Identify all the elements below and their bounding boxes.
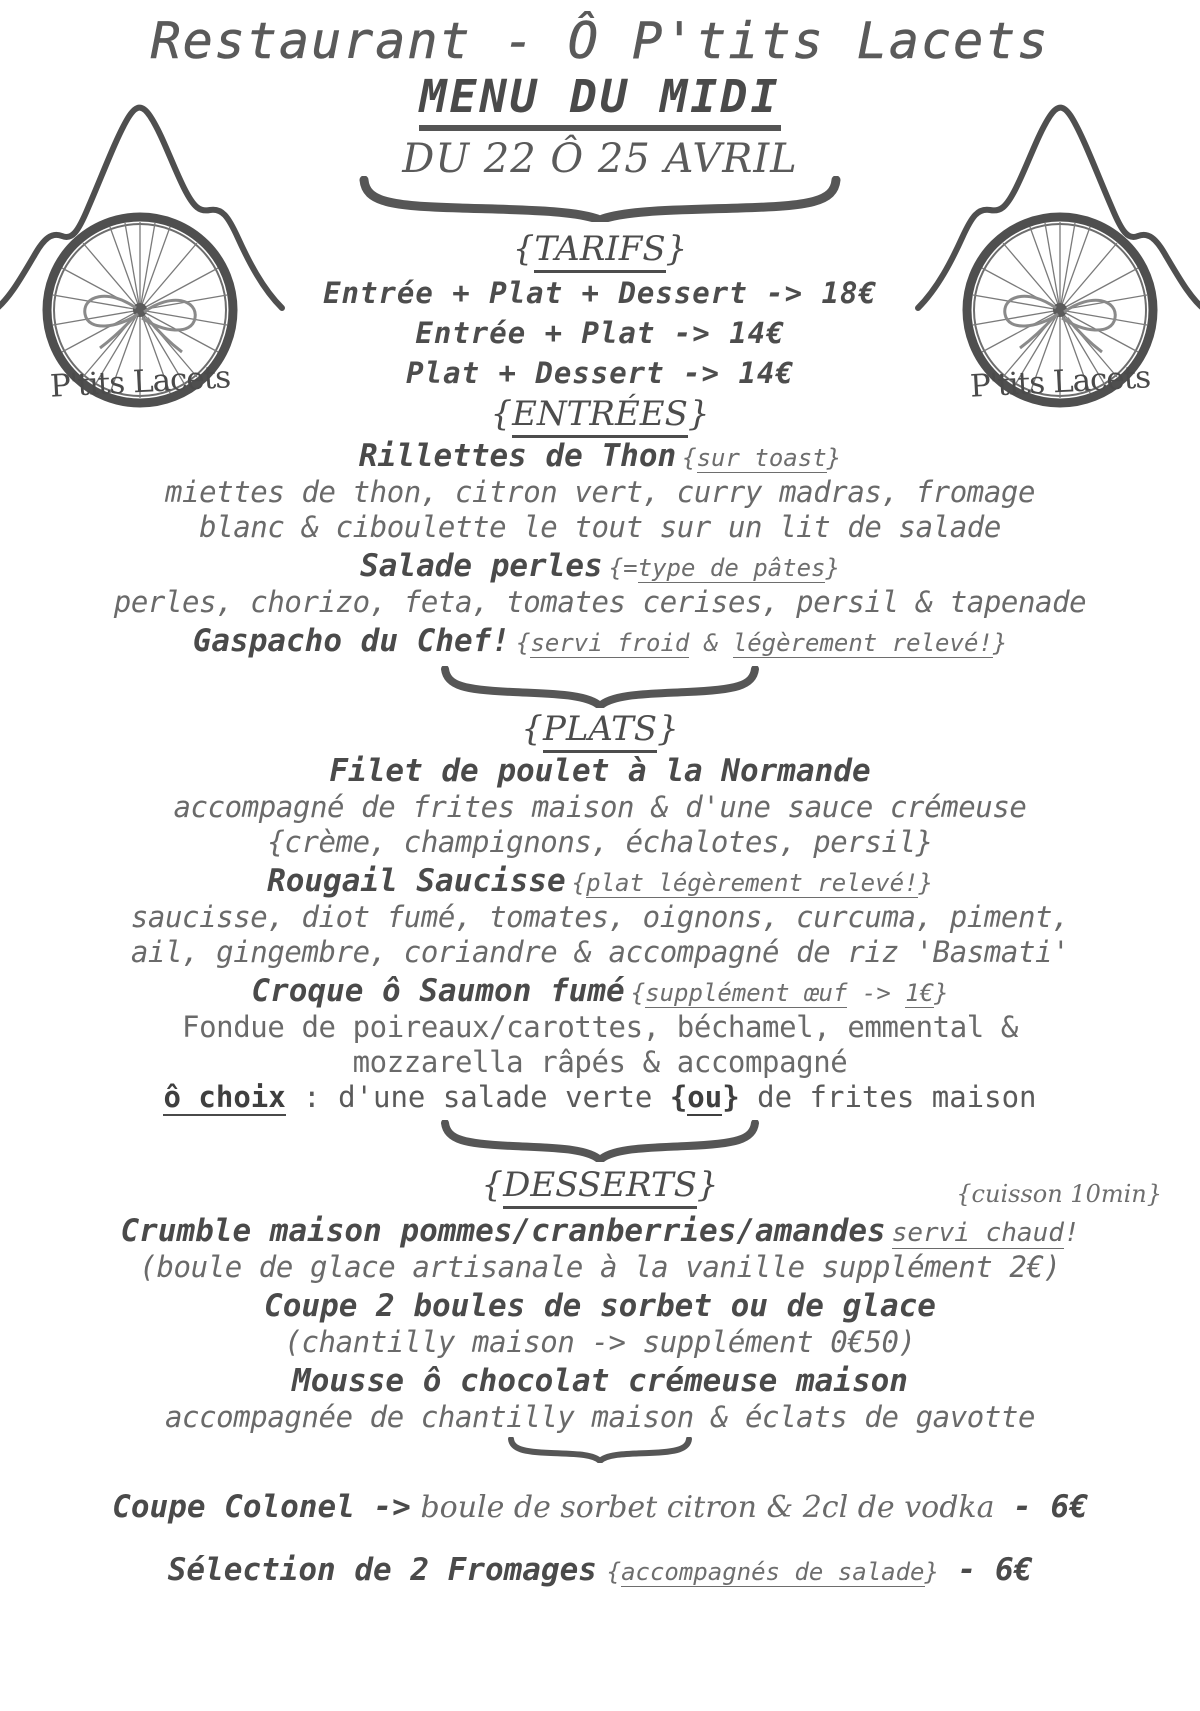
dish-title-row [0, 438, 1200, 475]
dish-name: Salade perles [360, 548, 603, 585]
menu-dates: DU 22 Ô 25 AVRIL [402, 135, 798, 182]
tarif-line: Plat + Dessert -> 14€ [406, 356, 794, 391]
brace-close: } [687, 394, 710, 435]
note-brace-close: } [826, 444, 842, 473]
footer-item [0, 1552, 1200, 1589]
tarif-line: Entrée + Plat + Dessert -> 18€ [323, 276, 877, 311]
dish-title-row [0, 753, 1200, 790]
dish-title-row [0, 863, 1200, 900]
dish-name: Gaspacho du Chef! [192, 623, 510, 659]
brace-close: } [696, 1165, 719, 1206]
note-brace-close: } [825, 554, 840, 583]
note-brace-close: } [934, 978, 949, 1007]
dish-note [516, 629, 1007, 657]
footer-item-separator: - [938, 1551, 995, 1588]
dish-note [631, 979, 949, 1007]
brace-open: { [481, 1165, 504, 1206]
or-brace-close: } [722, 1079, 740, 1114]
note-brace-open: { [571, 869, 587, 898]
decorative-brace-icon [350, 176, 850, 222]
footer-item-price: 6€ [1050, 1488, 1088, 1525]
menu-title: MENU DU MIDI [419, 71, 780, 131]
dish-description: {crème, champignons, échalotes, persil} [267, 825, 933, 860]
note-text: servi chaud [891, 1218, 1064, 1249]
note-brace-close: } [992, 629, 1008, 657]
brace-open: { [490, 394, 513, 435]
dish-name: Croque ô Saumon fumé [251, 972, 625, 1009]
dish-note [572, 869, 933, 897]
dish-note [682, 444, 841, 472]
dish-description: (boule de glace artisanale à la vanille supplément 2€) [139, 1250, 1061, 1284]
cuisson-note: {cuisson 10min} [956, 1180, 1162, 1209]
or-text: ou [687, 1079, 723, 1114]
menu-header [0, 14, 1200, 181]
brace-close: } [657, 709, 679, 750]
dish-name: Coupe 2 boules de sorbet ou de glace [264, 1287, 936, 1324]
footer-item-desc: boule de sorbet citron & 2cl de vodka [420, 1489, 995, 1525]
dish-name: Mousse ô chocolat crémeuse maison [292, 1362, 908, 1399]
note-brace-open: { [515, 629, 531, 657]
note-text: type de pâtes [637, 554, 826, 583]
logo-caption-left: P'tits Lacets [49, 359, 231, 405]
dish-description: blanc & ciboulette le tout sur un lit de salade [199, 510, 1001, 545]
note-mid: -> [847, 978, 906, 1007]
note-brace-close: } [918, 869, 933, 898]
choice-label: ô choix [163, 1079, 286, 1114]
menu-body [0, 228, 1200, 1589]
section-heading-entrees [0, 395, 1200, 434]
note-mid: & [689, 629, 733, 657]
note-text: sur toast [696, 444, 827, 473]
note-brace-open: { [606, 1557, 622, 1586]
section-title-plats: PLATS [543, 709, 657, 753]
dish-description: perles, chorizo, feta, tomates cerises, persil & tapenade [113, 585, 1087, 620]
dish-title-row [0, 548, 1200, 585]
dish-name: Rillettes de Thon [358, 438, 677, 475]
section-title-tarifs: TARIFS [534, 229, 665, 273]
note-suffix: ! [1063, 1218, 1080, 1249]
brace-open: { [521, 709, 543, 750]
brace-open: { [512, 229, 535, 269]
note-text-b: 1€ [905, 978, 935, 1007]
note-text-b: légèrement relevé! [732, 629, 993, 657]
decorative-brace-icon [505, 1437, 695, 1463]
choice-colon: : [285, 1079, 339, 1114]
dish-title-row [0, 623, 1200, 660]
note-text: plat légèrement relevé! [586, 869, 919, 898]
dish-note [892, 1218, 1080, 1248]
or-brace-open: { [669, 1079, 688, 1114]
dish-title-row [0, 1363, 1200, 1400]
logo-caption-right: P'tits Lacets [969, 359, 1151, 405]
dish-title-row [0, 1288, 1200, 1325]
section-heading-plats [0, 710, 1200, 749]
note-brace-open: { [608, 554, 624, 583]
decorative-brace-icon [435, 666, 765, 708]
dish-description: miettes de thon, citron vert, curry madras, fromage [164, 475, 1036, 510]
footer-item [0, 1489, 1200, 1526]
note-brace-close: } [924, 1557, 939, 1586]
desserts-heading-row [0, 1164, 1200, 1210]
choice-option-b: de frites maison [739, 1079, 1037, 1114]
dish-title-row [0, 973, 1200, 1010]
note-brace-open: { [682, 444, 697, 473]
dish-note [609, 554, 840, 582]
footer-item-separator: - [994, 1488, 1051, 1525]
dish-description: accompagnée de chantilly maison & éclats de gavotte [164, 1399, 1036, 1434]
tarif-line: Entrée + Plat -> 14€ [415, 316, 785, 351]
note-text-a: servi froid [530, 629, 690, 657]
dish-description: mozzarella râpés & accompagné [352, 1044, 848, 1079]
dish-choice-row [0, 1080, 1200, 1115]
footer-item-name: Sélection de 2 Fromages [167, 1551, 597, 1588]
dish-name: Filet de poulet à la Normande [329, 753, 871, 790]
dish-description: (chantilly maison -> supplément 0€50) [284, 1324, 916, 1359]
note-text: accompagnés de salade [621, 1557, 925, 1586]
footer-item-price: 6€ [994, 1551, 1033, 1588]
note-prefix: = [623, 554, 638, 583]
section-heading-tarifs [0, 230, 1200, 269]
note-brace-open: { [630, 978, 646, 1007]
brace-close: } [665, 229, 688, 269]
decorative-brace-icon [435, 1120, 765, 1162]
footer-item-name: Coupe Colonel -> [112, 1488, 411, 1525]
dish-name: Crumble maison pommes/cranberries/amandes [120, 1213, 886, 1250]
section-title-desserts: DESSERTS [503, 1165, 697, 1209]
choice-or [670, 1080, 740, 1116]
section-title-entrees: ENTRÉES [512, 394, 688, 438]
dish-description: ail, gingembre, coriandre & accompagné de riz 'Basmati' [130, 935, 1070, 970]
dish-description: saucisse, diot fumé, tomates, oignons, curcuma, piment, [130, 900, 1070, 935]
dish-name: Rougail Saucisse [267, 863, 566, 900]
choice-option-a: d'une salade verte [338, 1079, 670, 1114]
dish-description: accompagné de frites maison & d'une sauce crémeuse [173, 790, 1027, 825]
note-text-a: supplément œuf [645, 978, 848, 1007]
footer-item-note [607, 1558, 939, 1587]
dish-description: Fondue de poireaux/carottes, béchamel, emmental & [182, 1010, 1018, 1045]
restaurant-title: Restaurant - Ô P'tits Lacets [150, 12, 1050, 70]
dish-title-row [0, 1213, 1200, 1250]
